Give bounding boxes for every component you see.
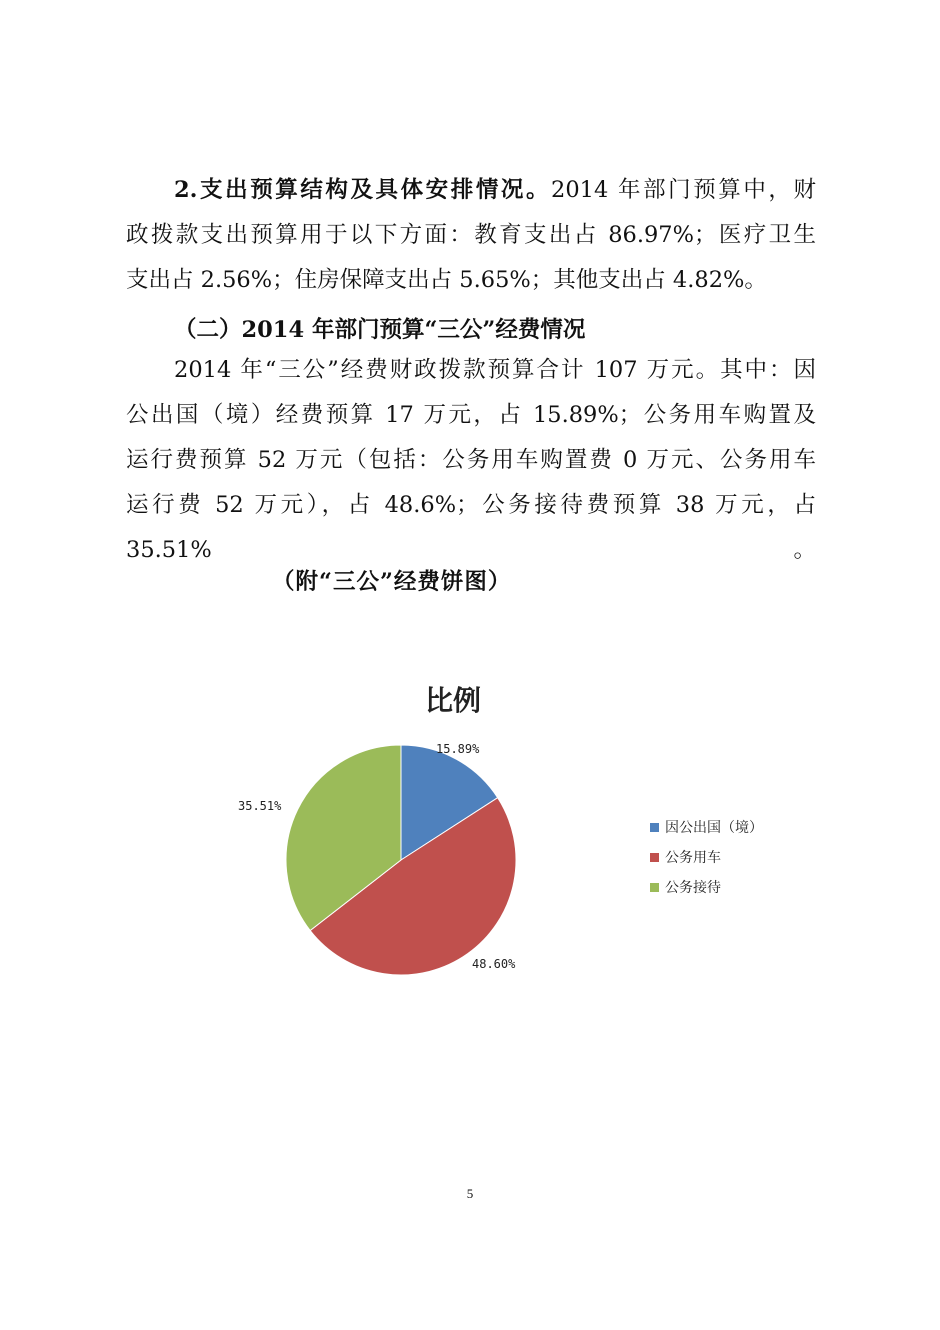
legend-swatch	[650, 823, 659, 832]
paragraph-line-2: 公出国（境）经费预算 17 万元，占 15.89%；公务用车购置及	[126, 402, 816, 428]
legend-label: 因公出国（境）	[665, 820, 763, 836]
legend-swatch	[650, 883, 659, 892]
section-2-line-3: 支出占 2.56%；住房保障支出占 5.65%；其他支出占 4.82%。	[126, 267, 767, 293]
data-label: 15.89%	[436, 742, 480, 756]
section-2-line-1	[126, 168, 816, 213]
paragraph-line-4: 运行费 52 万元），占 48.6%；公务接待费预算 38 万元，占 35.51%。	[126, 492, 816, 563]
chart-caption: （附“三公”经费饼图）	[272, 569, 512, 595]
paragraph-line-3: 运行费预算 52 万元（包括：公务用车购置费 0 万元、公务用车	[126, 447, 816, 473]
data-label: 48.60%	[472, 957, 516, 971]
chart-title: 比例	[424, 684, 482, 717]
section-2-lead: 2.支出预算结构及具体安排情况。	[174, 177, 552, 203]
legend-label: 公务用车	[665, 850, 721, 866]
section-2-line-1-text: 2014 年部门预算中，财	[551, 177, 816, 203]
legend-label: 公务接待	[665, 880, 721, 896]
data-label: 35.51%	[238, 799, 282, 813]
paragraph-line-1: 2014 年“三公”经费财政拨款预算合计 107 万元。其中：因	[174, 357, 816, 383]
page-number: 5	[466, 1186, 474, 1201]
section-heading: （二）2014 年部门预算“三公”经费情况	[174, 317, 586, 343]
legend-swatch	[650, 853, 659, 862]
section-2-line-2: 政拨款支出预算用于以下方面：教育支出占 86.97%；医疗卫生	[126, 222, 816, 248]
pie-chart	[180, 660, 820, 1000]
